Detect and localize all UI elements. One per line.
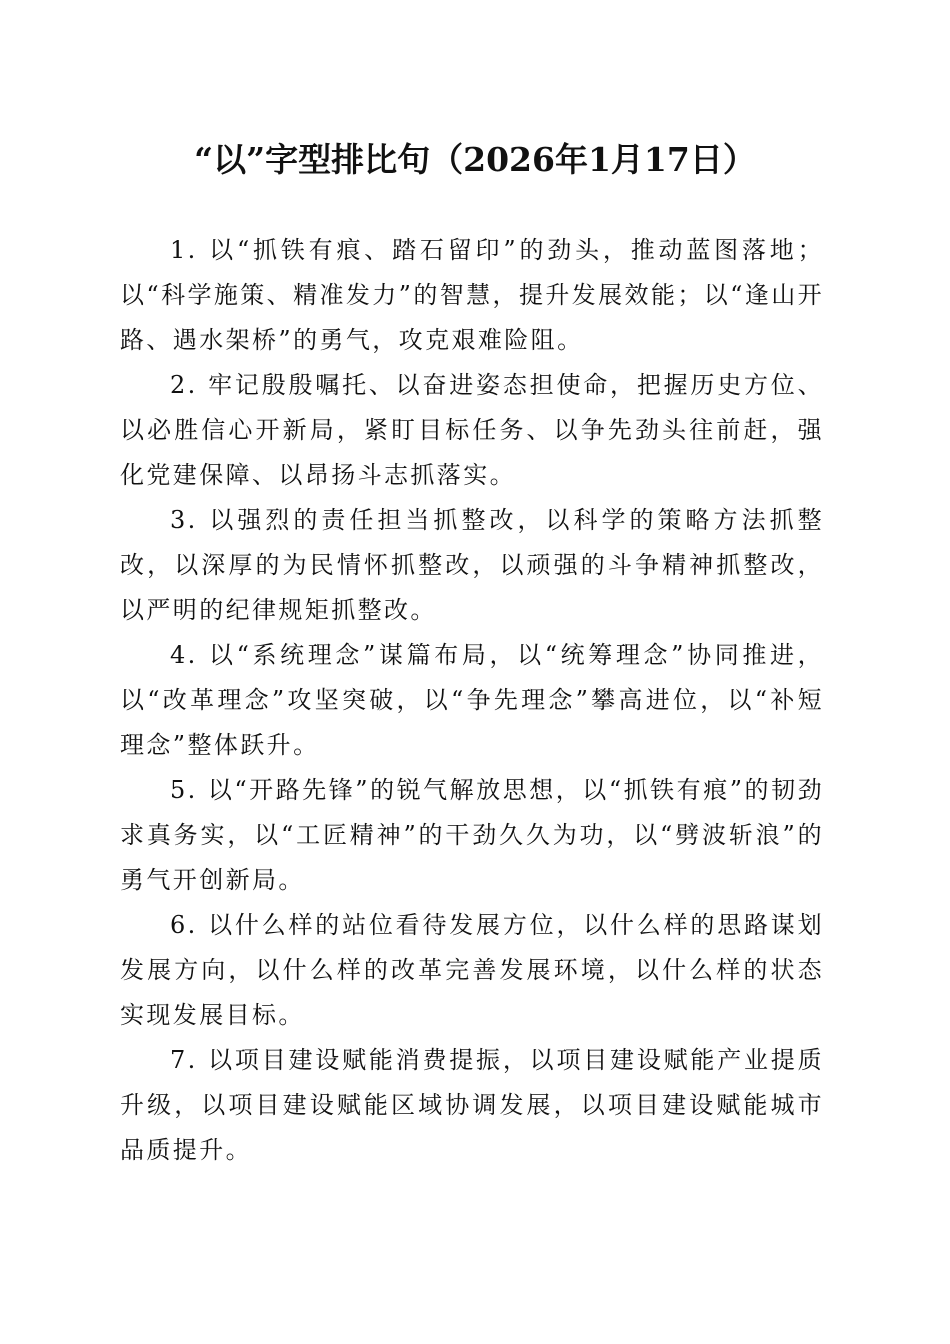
paragraph-2: 2. 牢记殷殷嘱托、以奋进姿态担使命，把握历史方位、以必胜信心开新局，紧盯目标任务、以争先劲头往前赶，强化党建保障、以昂扬斗志抓落实。: [120, 371, 824, 489]
paragraph-6: 6. 以什么样的站位看待发展方位，以什么样的思路谋划发展方向，以什么样的改革完善发展环境，以什么样的状态实现发展目标。: [120, 911, 824, 1029]
paragraph-7: 7. 以项目建设赋能消费提振，以项目建设赋能产业提质升级，以项目建设赋能区域协调发展，以项目建设赋能城市品质提升。: [120, 1046, 824, 1164]
paragraph-4: 4. 以“系统理念”谋篇布局，以“统筹理念”协同推进，以“改革理念”攻坚突破，以“争先理念”攀高进位，以“补短理念”整体跃升。: [120, 641, 824, 759]
document-title: “以”字型排比句（2026年1月17日）: [194, 140, 756, 179]
paragraph-3: 3. 以强烈的责任担当抓整改，以科学的策略方法抓整改，以深厚的为民情怀抓整改，以顽强的斗争精神抓整改，以严明的纪律规矩抓整改。: [120, 506, 824, 624]
paragraph-5: 5. 以“开路先锋”的锐气解放思想，以“抓铁有痕”的韧劲求真务实，以“工匠精神”的干劲久久为功，以“劈波斩浪”的勇气开创新局。: [120, 776, 824, 894]
paragraph-1: 1. 以“抓铁有痕、踏石留印”的劲头，推动蓝图落地；以“科学施策、精准发力”的智慧，提升发展效能；以“逢山开路、遇水架桥”的勇气，攻克艰难险阻。: [120, 236, 825, 354]
document-body: [120, 228, 824, 1173]
